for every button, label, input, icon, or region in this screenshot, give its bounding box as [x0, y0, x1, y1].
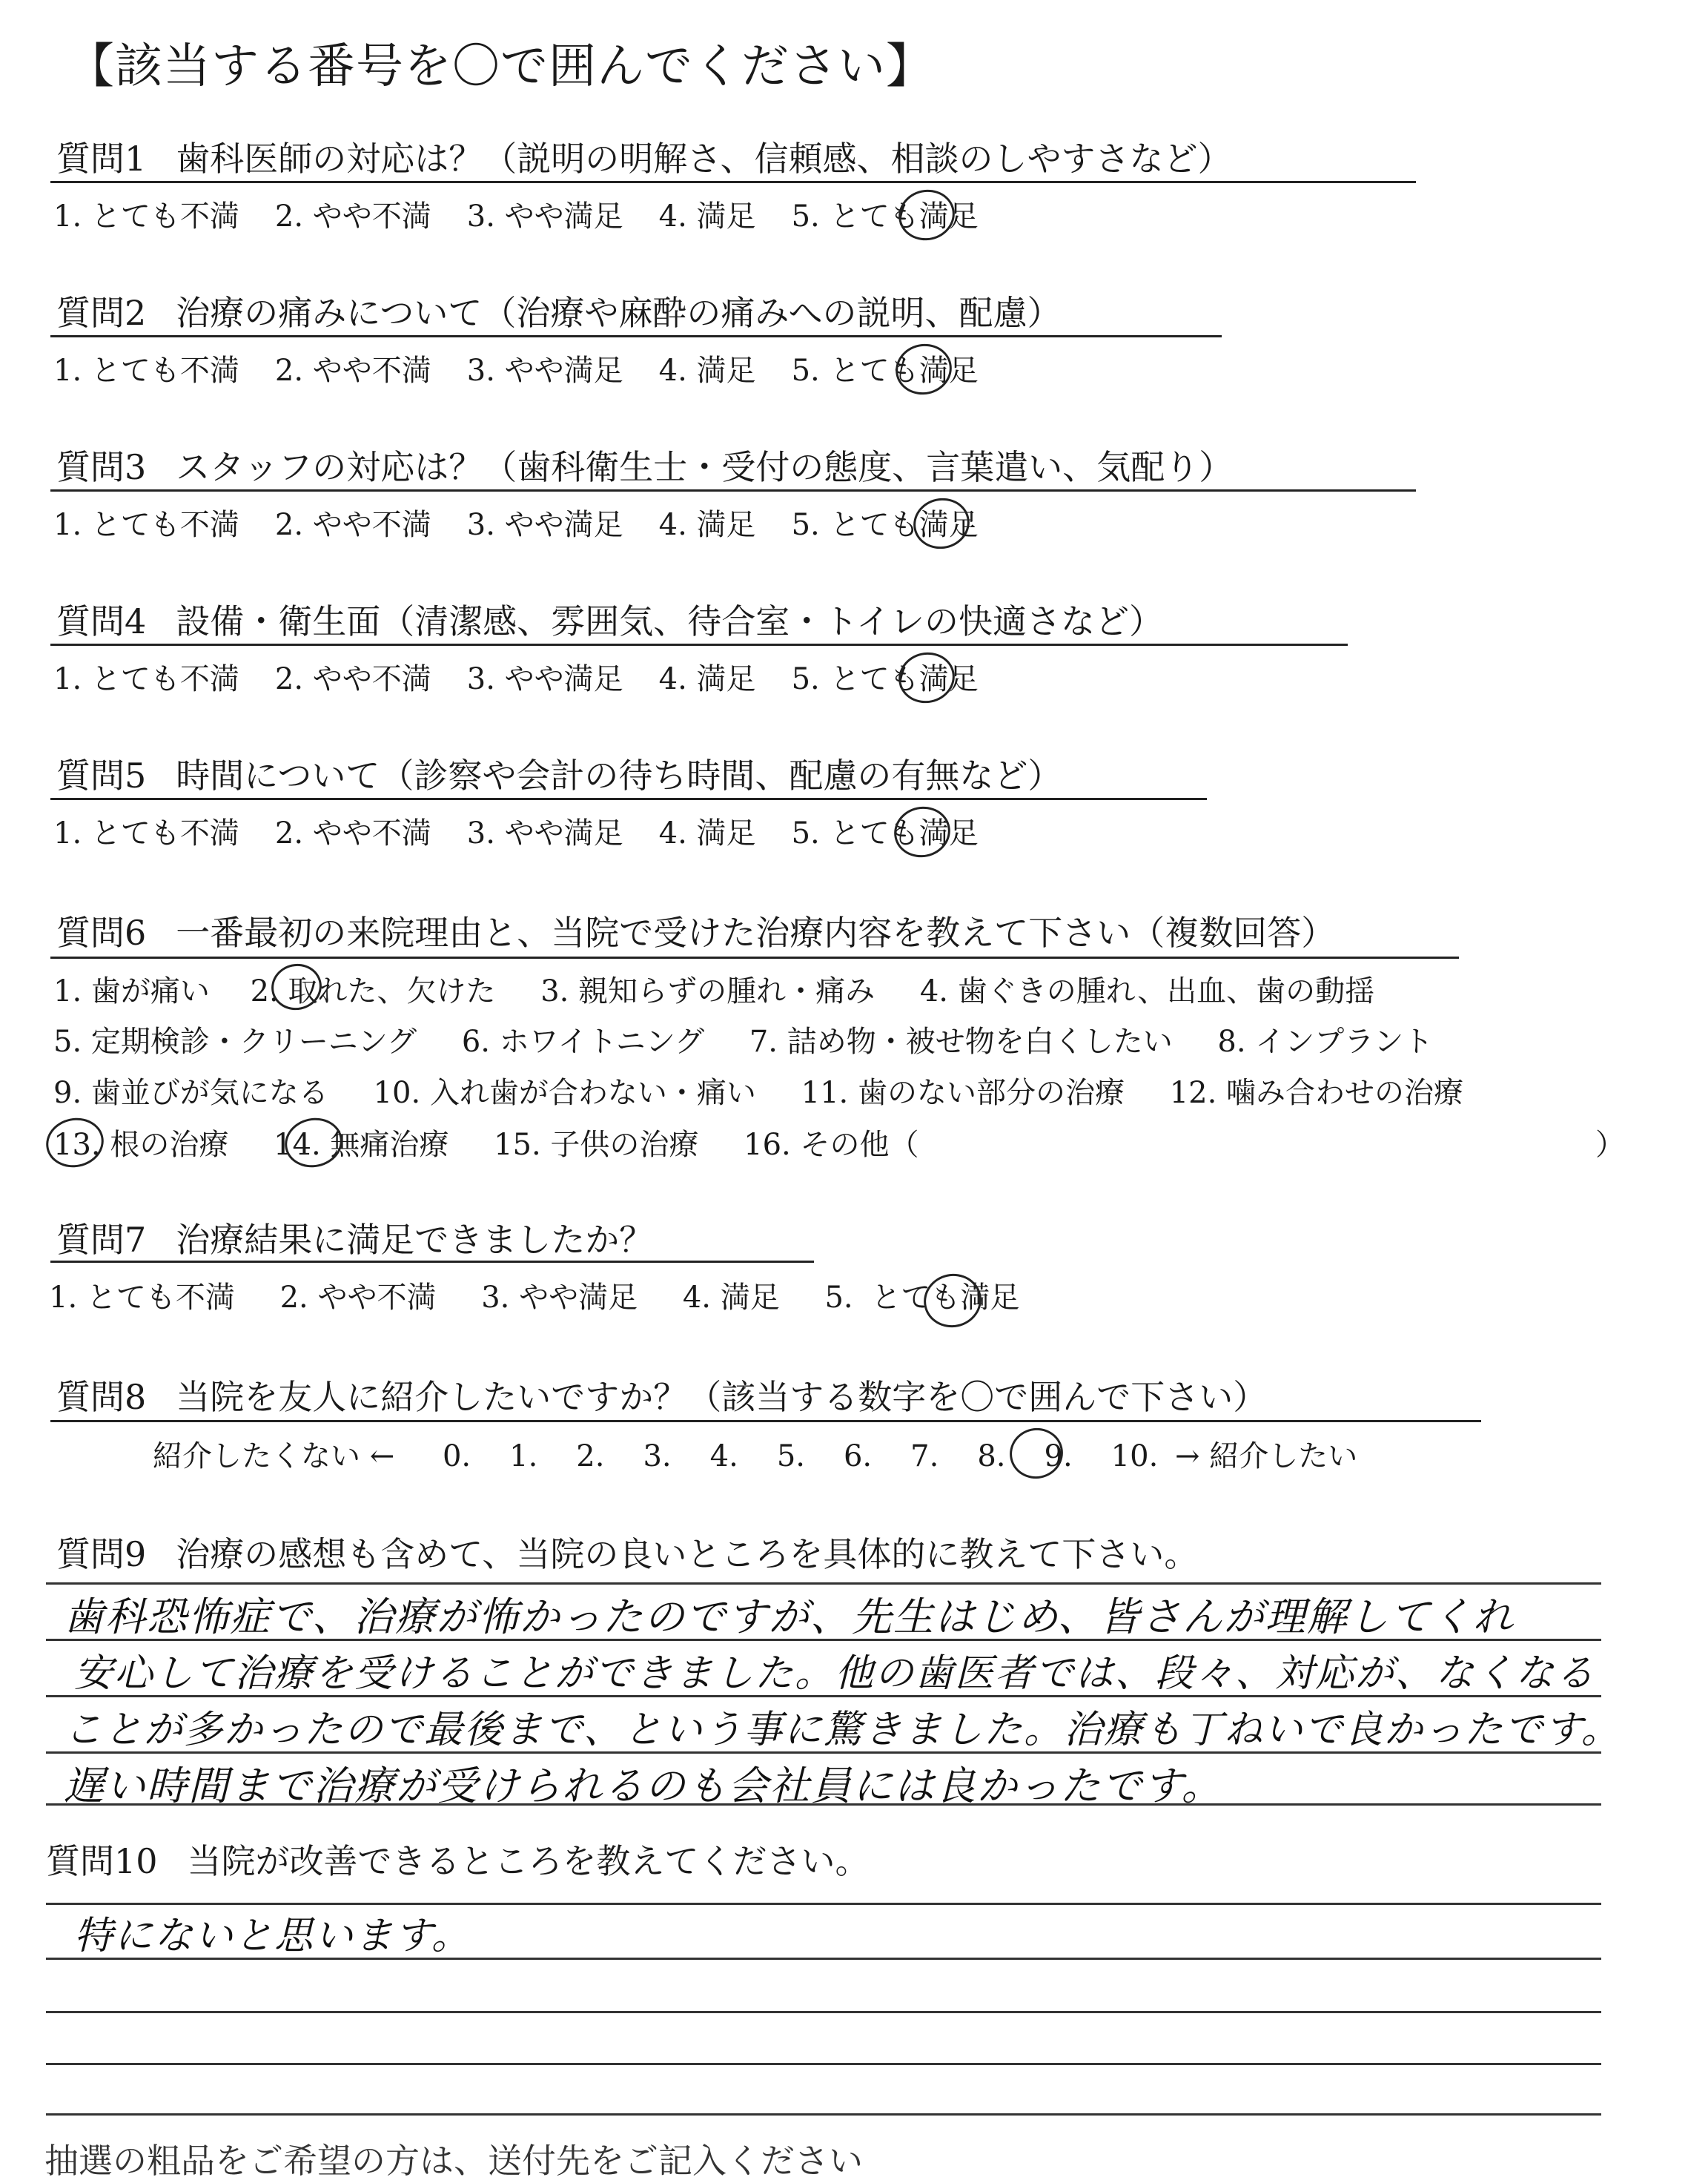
q8-scale-2[interactable]: 2. [576, 1439, 605, 1473]
q7-option-5[interactable]: 5. [824, 1281, 853, 1315]
q8-number: 質問8 [56, 1377, 147, 1417]
q10-line-5 [46, 2113, 1601, 2116]
q7-option-1[interactable]: 1. とても不満 [49, 1281, 235, 1315]
q4-title [56, 595, 1163, 644]
q2-underline [50, 335, 1222, 337]
q2-option-5[interactable]: 5. [791, 354, 820, 388]
q7-option-4[interactable]: 4. 満足 [682, 1281, 780, 1315]
q8-scale-3[interactable]: 3. [643, 1439, 672, 1473]
q2-option-1[interactable]: 1. とても不満 [53, 354, 239, 388]
q1-option-2[interactable]: 2. やや不満 [274, 199, 431, 234]
q6-option-7[interactable]: 7. 詰め物・被せ物を白くしたい [749, 1025, 1173, 1059]
q7-option-2[interactable]: 2. やや不満 [279, 1281, 437, 1315]
q4-option-5[interactable]: 5. [791, 662, 820, 696]
q2-options [53, 347, 979, 389]
q8-scale-9[interactable]: 9. [1044, 1439, 1073, 1473]
q3-option-4[interactable]: 4. 満足 [658, 508, 756, 542]
q1-option-1[interactable]: 1. とても不満 [53, 199, 239, 234]
q5-underline [50, 798, 1207, 800]
q8-right-label: → 紹介したい [1175, 1439, 1358, 1473]
q9-answer-line-4[interactable]: 遅い時間まで治療が受けられるのも会社員には良かったです。 [64, 1763, 1223, 1809]
q3-option-3[interactable]: 3. やや満足 [466, 508, 623, 542]
q3-title [56, 440, 1233, 489]
footer-note: 抽選の粗品をご希望の方は、送付先をご記入ください [44, 2141, 863, 2181]
q10-title [46, 1834, 870, 1883]
q6-option-2[interactable]: 2. 取れた、欠けた [250, 974, 496, 1008]
q6-row-3 [53, 1069, 1463, 1112]
q4-option-1[interactable]: 1. とても不満 [53, 662, 239, 696]
q3-number: 質問3 [56, 447, 147, 487]
q7-options [49, 1274, 1019, 1316]
q6-title [56, 906, 1335, 955]
q2-number: 質問2 [56, 293, 147, 333]
q8-scale-1[interactable]: 1. [509, 1439, 538, 1473]
form-heading: 【該当する番号を〇で囲んでください】 [67, 39, 934, 94]
q6-option-13[interactable]: 13. 根の治療 [53, 1128, 229, 1162]
q6-other-close-paren: ） [1595, 1128, 1625, 1162]
q9-title [56, 1528, 1198, 1576]
q8-title [56, 1370, 1267, 1419]
q6-row-4 [53, 1121, 918, 1163]
q7-number: 質問7 [56, 1220, 147, 1260]
q6-option-9[interactable]: 9. 歯並びが気になる [53, 1076, 328, 1110]
q9-line-0 [46, 1582, 1601, 1585]
q4-underline [50, 644, 1348, 646]
q5-option-5[interactable]: 5. [791, 816, 820, 851]
q3-option-1[interactable]: 1. とても不満 [53, 508, 239, 542]
q6-number: 質問6 [56, 913, 147, 953]
q10-answer-line-1[interactable]: 特にないと思います。 [74, 1914, 471, 1958]
q6-option-14[interactable]: 14. 無痛治療 [274, 1128, 449, 1162]
q8-scale-5[interactable]: 5. [776, 1439, 805, 1473]
q2-option-5-label: とても満足 [830, 354, 979, 388]
q1-number: 質問1 [56, 139, 147, 179]
q3-option-5-label: とても満足 [830, 508, 979, 542]
q4-option-5-label: とても満足 [830, 662, 979, 696]
q8-scale-7[interactable]: 7. [910, 1439, 939, 1473]
q5-text: 時間について（診察や会計の待ち時間、配慮の有無など） [176, 756, 1062, 796]
q7-option-3[interactable]: 3. やや満足 [481, 1281, 638, 1315]
q4-option-4[interactable]: 4. 満足 [658, 662, 756, 696]
q6-option-6[interactable]: 6. ホワイトニング [461, 1025, 705, 1059]
q6-option-16[interactable]: 16. その他（ [744, 1128, 919, 1162]
q7-text: 治療結果に満足できましたか？ [176, 1220, 654, 1260]
q9-answer-line-2[interactable]: 安心して治療を受けることができました。他の歯医者では、段々、対応が、なくなる [74, 1651, 1596, 1696]
q3-option-5[interactable]: 5. [791, 508, 820, 542]
q5-option-3[interactable]: 3. やや満足 [466, 816, 623, 851]
q6-option-10[interactable]: 10. 入れ歯が合わない・痛い [373, 1076, 756, 1110]
q5-option-1[interactable]: 1. とても不満 [53, 816, 239, 851]
q6-option-15[interactable]: 15. 子供の治療 [494, 1128, 699, 1162]
q9-text: 治療の感想も含めて、当院の良いところを具体的に教えて下さい。 [176, 1534, 1199, 1574]
q8-scale-4[interactable]: 4. [709, 1439, 738, 1473]
q10-line-3 [46, 2011, 1601, 2013]
q10-line-4 [46, 2063, 1601, 2065]
q8-scale-0[interactable]: 0. [442, 1439, 471, 1473]
q4-option-3[interactable]: 3. やや満足 [466, 662, 623, 696]
q1-title [56, 132, 1231, 181]
q4-number: 質問4 [56, 601, 147, 641]
q7-title [56, 1213, 653, 1262]
q9-answer-line-3[interactable]: ことが多かったので最後まで、という事に驚きました。治療も丁ねいで良かったです。 [64, 1708, 1621, 1752]
q8-scale-10[interactable]: 10. [1110, 1439, 1159, 1473]
q5-options [53, 810, 979, 852]
q3-underline [50, 489, 1416, 492]
q6-option-8[interactable]: 8. インプラント [1217, 1025, 1434, 1059]
q5-option-4[interactable]: 4. 満足 [658, 816, 756, 851]
q6-option-11[interactable]: 11. 歯のない部分の治療 [801, 1076, 1125, 1110]
q2-text: 治療の痛みについて（治療や麻酔の痛みへの説明、配慮） [176, 293, 1062, 333]
q8-scale-6[interactable]: 6. [843, 1439, 873, 1473]
q1-option-5-label: とても満足 [830, 199, 979, 234]
q1-text: 歯科医師の対応は？（説明の明解さ、信頼感、相談のしやすさなど） [176, 139, 1232, 179]
q4-option-2[interactable]: 2. やや不満 [274, 662, 431, 696]
q4-text: 設備・衛生面（清潔感、雰囲気、待合室・トイレの快適さなど） [176, 601, 1163, 641]
q4-options [53, 655, 979, 698]
q6-text: 一番最初の来院理由と、当院で受けた治療内容を教えて下さい（複数回答） [176, 913, 1336, 953]
q1-option-4[interactable]: 4. 満足 [658, 199, 756, 234]
q6-option-5[interactable]: 5. 定期検診・クリーニング [53, 1025, 417, 1059]
q2-option-4[interactable]: 4. 満足 [658, 354, 756, 388]
q8-scale [153, 1433, 1357, 1475]
q10-text: 当院が改善できるところを教えてください。 [187, 1841, 870, 1881]
q2-option-2[interactable]: 2. やや不満 [274, 354, 431, 388]
q6-option-1[interactable]: 1. 歯が痛い [53, 974, 210, 1008]
q3-options [53, 501, 979, 544]
q1-options [53, 193, 979, 235]
q8-underline [50, 1420, 1481, 1422]
q6-underline [50, 957, 1459, 959]
q1-option-3[interactable]: 3. やや満足 [466, 199, 623, 234]
q7-underline [50, 1261, 814, 1263]
q9-number: 質問9 [56, 1534, 147, 1574]
q3-option-2[interactable]: 2. やや不満 [274, 508, 431, 542]
q6-option-4[interactable]: 4. 歯ぐきの腫れ、出血、歯の動揺 [919, 974, 1375, 1008]
q3-text: スタッフの対応は？（歯科衛生士・受付の態度、言葉遣い、気配り） [176, 447, 1234, 487]
q2-title [56, 286, 1061, 335]
q5-option-5-label: とても満足 [830, 816, 979, 851]
q10-number: 質問10 [46, 1841, 158, 1881]
q6-option-12[interactable]: 12. 噛み合わせの治療 [1169, 1076, 1464, 1110]
q9-answer-line-1[interactable]: 歯科恐怖症で、治療が怖かったのですが、先生はじめ、皆さんが理解してくれ [64, 1594, 1515, 1640]
q1-underline [50, 181, 1416, 183]
q1-option-5[interactable]: 5. [791, 199, 820, 234]
q7-option-5-label: とても満足 [871, 1281, 1020, 1315]
q8-scale-8[interactable]: 8. [977, 1439, 1006, 1473]
q2-option-3[interactable]: 3. やや満足 [466, 354, 623, 388]
q8-left-label: 紹介したくない ← [153, 1439, 395, 1473]
q8-text: 当院を友人に紹介したいですか？（該当する数字を〇で囲んで下さい） [176, 1377, 1268, 1417]
q5-title [56, 749, 1062, 798]
q6-row-1 [53, 968, 1374, 1010]
q5-option-2[interactable]: 2. やや不満 [274, 816, 431, 851]
q6-row-2 [53, 1018, 1433, 1060]
q5-number: 質問5 [56, 756, 147, 796]
q6-option-3[interactable]: 3. 親知らずの腫れ・痛み [540, 974, 875, 1008]
